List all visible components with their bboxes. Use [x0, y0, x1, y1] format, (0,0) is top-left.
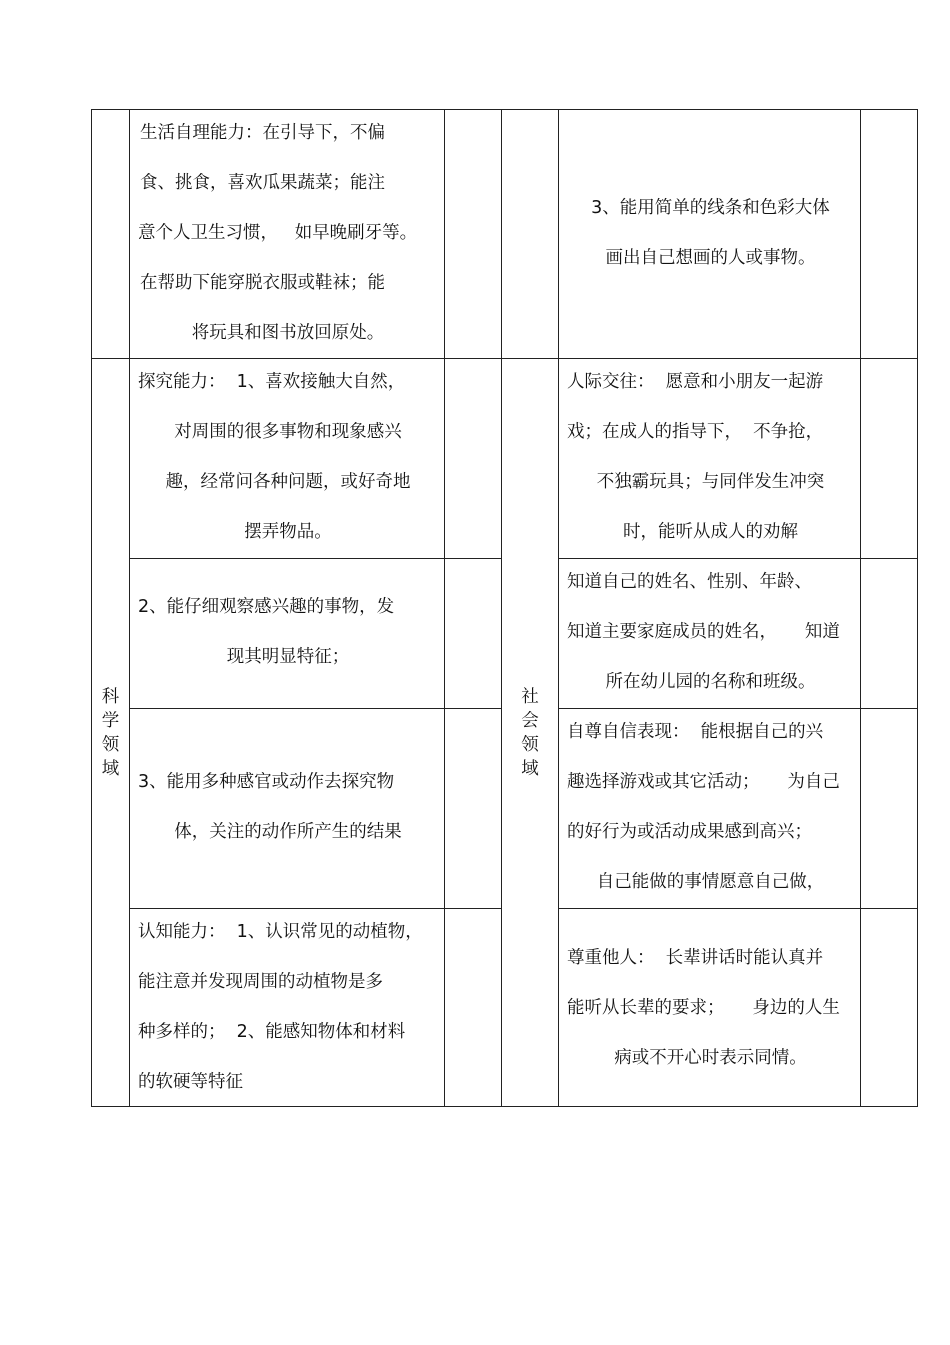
blank-cell	[861, 909, 918, 1107]
blank-cell	[445, 359, 502, 559]
text-line: 食、挑食，喜欢瓜果蔬菜；能注	[140, 173, 385, 193]
text-line: 的好行为或活动成果感到高兴；	[567, 822, 812, 842]
text-line: 画出自己想画的人或事物。	[605, 248, 816, 268]
blank-cell	[861, 110, 918, 359]
drawing-ability-cell	[559, 110, 861, 359]
text-line: 3、能用简单的线条和色彩大体	[591, 198, 830, 218]
blank-cell	[861, 559, 918, 709]
self-knowledge-cell	[559, 559, 861, 709]
text-line: 3、能用多种感官或动作去探究物	[138, 772, 395, 792]
blank-cell	[861, 359, 918, 559]
blank-cell	[445, 709, 502, 909]
social-interaction-cell	[559, 359, 861, 559]
text-line: 趣，经常问各种问题，或好奇地	[165, 472, 411, 492]
science-domain-label-cell	[92, 359, 130, 1107]
text-line: 不独霸玩具；与同伴发生冲突	[596, 472, 825, 492]
blank-cell	[445, 110, 502, 359]
text-line: 的软硬等特征	[138, 1072, 243, 1092]
text-line: 能注意并发现周围的动植物是多	[138, 972, 383, 992]
self-care-cell	[130, 110, 445, 359]
text-line: 2、能仔细观察感兴趣的事物，发	[138, 597, 395, 617]
text-line: 探究能力： 1、喜欢接触大自然，	[138, 372, 406, 392]
blank-cell	[502, 110, 559, 359]
text-line: 尊重他人： 长辈讲话时能认真并	[567, 948, 824, 968]
cognitive-ability-cell	[130, 909, 445, 1107]
senses-exploration-cell	[130, 709, 445, 909]
exploration-ability-cell	[130, 359, 445, 559]
text-line: 在帮助下能穿脱衣服或鞋袜；能	[140, 273, 385, 293]
curriculum-table	[91, 109, 918, 1107]
blank-cell	[445, 909, 502, 1107]
text-line: 人际交往： 愿意和小朋友一起游	[567, 372, 824, 392]
text-line: 戏；在成人的指导下， 不争抢，	[567, 422, 824, 442]
science-domain-label: 科学领域	[101, 686, 120, 779]
text-line: 病或不开心时表示同情。	[614, 1048, 807, 1068]
text-line: 所在幼儿园的名称和班级。	[605, 672, 816, 692]
self-esteem-cell	[559, 709, 861, 909]
observation-cell	[130, 559, 445, 709]
text-line: 趣选择游戏或其它活动； 为自己	[567, 772, 840, 792]
text-line: 时，能听从成人的劝解	[623, 522, 798, 542]
text-line: 知道主要家庭成员的姓名， 知道	[567, 622, 840, 642]
text-line: 生活自理能力：在引导下，不偏	[140, 123, 385, 143]
social-domain-label: 社会领域	[521, 686, 539, 779]
text-line: 对周围的很多事物和现象感兴	[174, 422, 402, 442]
text-line: 种多样的； 2、能感知物体和材料	[138, 1022, 406, 1042]
text-line: 知道自己的姓名、性别、年龄、	[567, 572, 812, 592]
social-domain-label-cell	[502, 359, 559, 1107]
blank-cell	[861, 709, 918, 909]
domain-cell-top-left	[92, 110, 130, 359]
respect-others-cell	[559, 909, 861, 1107]
text-line: 摆弄物品。	[244, 522, 332, 542]
text-line: 认知能力： 1、认识常见的动植物，	[138, 922, 423, 942]
text-line: 现其明显特征；	[226, 647, 350, 667]
text-line: 能听从长辈的要求； 身边的人生	[567, 998, 840, 1018]
text-line: 将玩具和图书放回原处。	[191, 323, 385, 343]
text-line: 意个人卫生习惯， 如早晚刷牙等。	[138, 223, 418, 243]
text-line: 自己能做的事情愿意自己做，	[596, 872, 825, 892]
text-line: 自尊自信表现： 能根据自己的兴	[567, 722, 824, 742]
blank-cell	[445, 559, 502, 709]
text-line: 体，关注的动作所产生的结果	[174, 822, 402, 842]
